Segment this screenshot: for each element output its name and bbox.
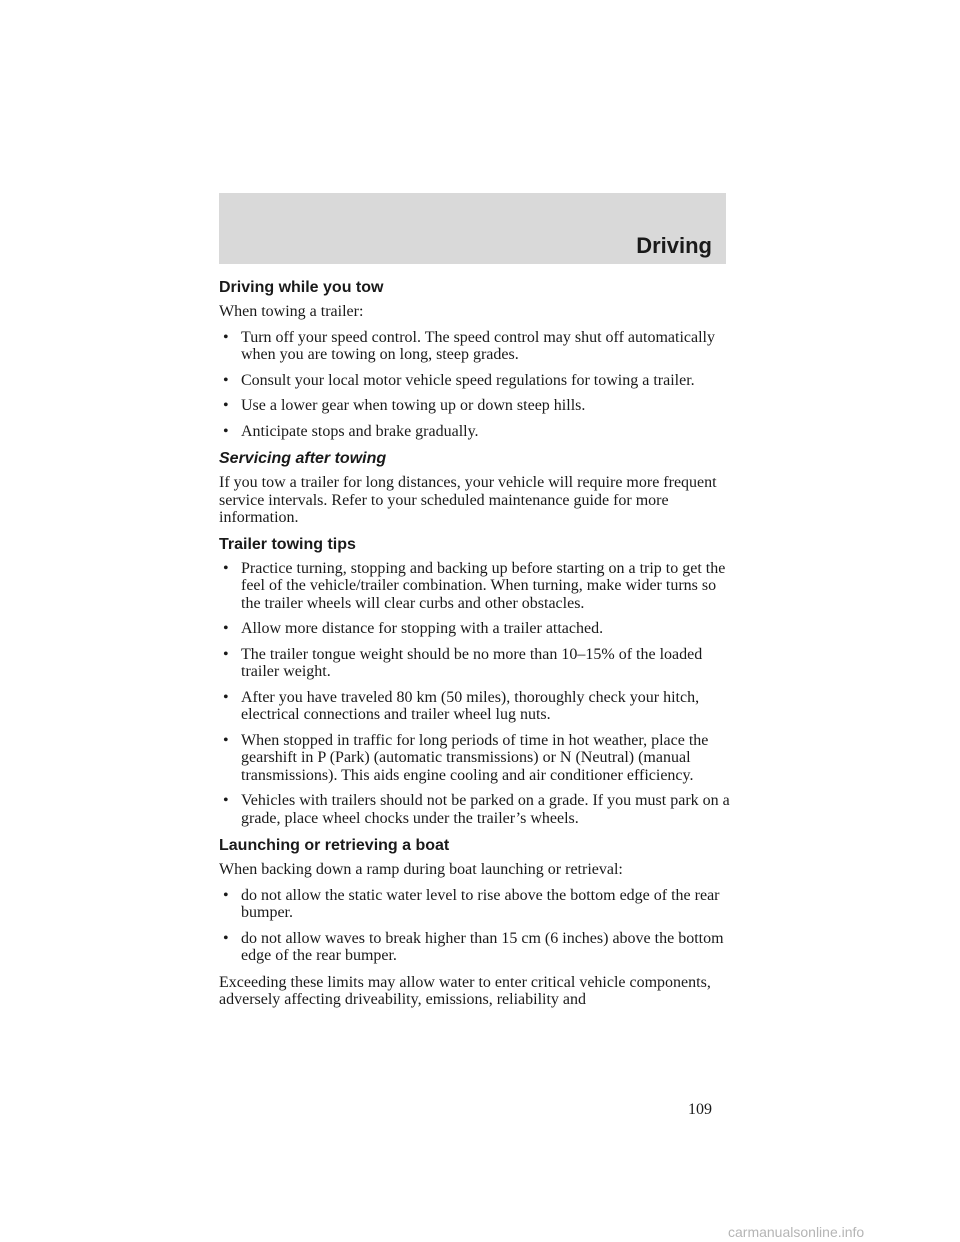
list-item: • do not allow the static water level to rise above the bottom edge of the rear bumper. <box>219 887 734 922</box>
list-item: • Use a lower gear when towing up or down steep hills. <box>219 397 734 415</box>
list-item: • Consult your local motor vehicle speed regulations for towing a trailer. <box>219 372 734 390</box>
list-item: • After you have traveled 80 km (50 miles), thoroughly check your hitch, electrical connections and trailer wheel lug nuts. <box>219 689 734 724</box>
list-item: • do not allow waves to break higher than 15 cm (6 inches) above the bottom edge of the rear bumper. <box>219 930 734 965</box>
list-item: • Allow more distance for stopping with a trailer attached. <box>219 620 734 638</box>
page-content <box>219 278 734 1017</box>
list-item: • Vehicles with trailers should not be parked on a grade. If you must park on a grade, place wheel chocks under the trailer’s wheels. <box>219 792 734 827</box>
bullet-list <box>219 329 734 441</box>
section-trailer-towing-tips <box>219 535 734 828</box>
section-servicing-after-towing <box>219 449 734 527</box>
section-heading: Trailer towing tips <box>219 535 356 553</box>
section-body: If you tow a trailer for long distances, your vehicle will require more frequent service intervals. Refer to your scheduled maintenance guide for more information. <box>219 474 717 526</box>
list-item: • When stopped in traffic for long periods of time in hot weather, place the gearshift in P (Park) (automatic transmissions) or N (Neutral) (manual transmissions). This aids engine cooling and air conditioner efficiency. <box>219 732 734 785</box>
list-item: • The trailer tongue weight should be no more than 10–15% of the loaded trailer weight. <box>219 646 734 681</box>
bullet-list <box>219 560 734 828</box>
list-item: • Practice turning, stopping and backing up before starting on a trip to get the feel of the vehicle/trailer combination. When turning, make wider turns so the trailer wheels will clear curbs and other obstacles. <box>219 560 734 613</box>
section-closing: Exceeding these limits may allow water to enter critical vehicle components, adversely affecting driveability, emissions, reliability and <box>219 973 711 1008</box>
section-intro: When backing down a ramp during boat launching or retrieval: <box>219 861 623 878</box>
watermark: carmanualsonline.info <box>728 1224 865 1240</box>
section-launching-boat <box>219 836 734 1009</box>
chapter-title: Driving <box>636 233 712 258</box>
page-number: 109 <box>688 1101 712 1118</box>
section-heading: Servicing after towing <box>219 450 387 467</box>
section-intro: When towing a trailer: <box>219 303 364 320</box>
section-heading: Launching or retrieving a boat <box>219 837 450 854</box>
list-item: • Anticipate stops and brake gradually. <box>219 423 734 441</box>
section-driving-while-tow <box>219 278 734 440</box>
section-heading: Driving while you tow <box>219 279 384 296</box>
bullet-list <box>219 887 734 965</box>
chapter-header <box>219 193 726 264</box>
list-item: • Turn off your speed control. The speed control may shut off automatically when you are towing on long, steep grades. <box>219 329 734 364</box>
